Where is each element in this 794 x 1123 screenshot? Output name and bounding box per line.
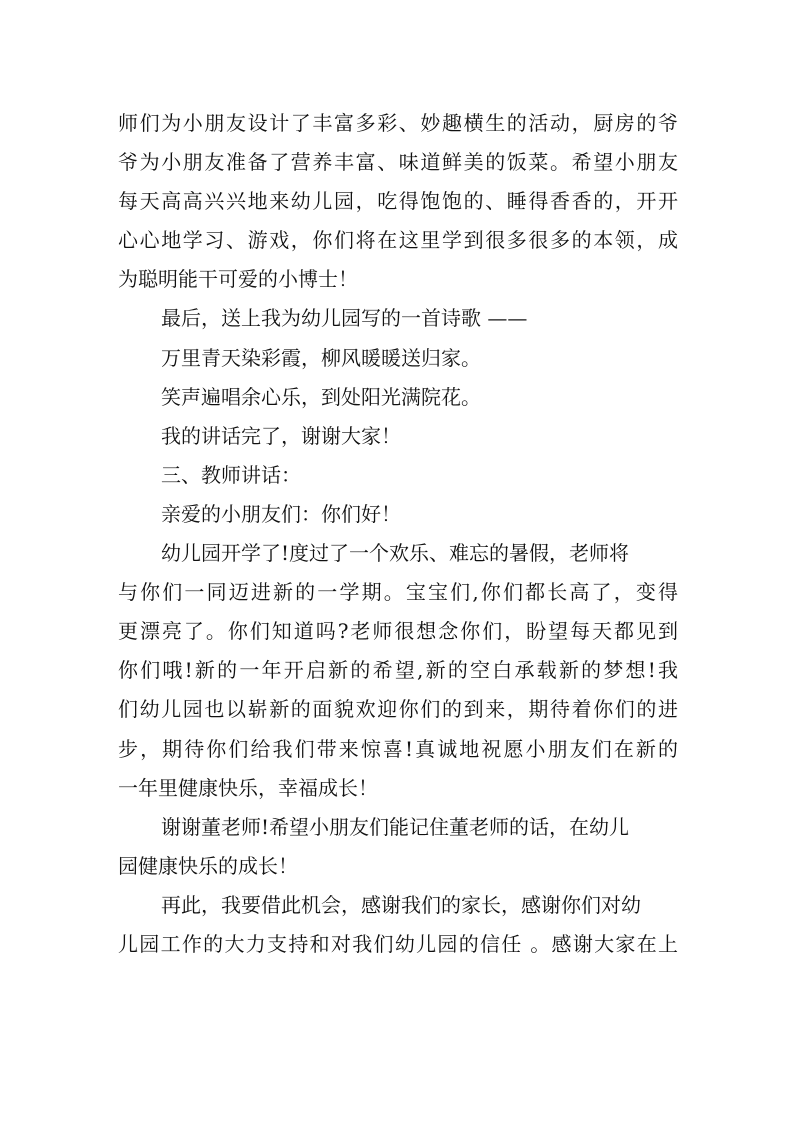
text-line: 为聪明能干可爱的小博士！ xyxy=(118,267,358,292)
text-line: 师们为小朋友设计了丰富多彩、妙趣横生的活动，厨房的爷 xyxy=(118,111,678,135)
text-line: 每天高高兴兴地来幼儿园，吃得饱饱的、睡得香香的，开开 xyxy=(118,189,678,214)
section-heading: 三、教师讲话： xyxy=(161,462,301,487)
text-line: 谢谢董老师!希望小朋友们能记住董老师的话，在幼儿 xyxy=(161,814,630,839)
poem-line: 笑声遍唱余心乐，到处阳光满院花。 xyxy=(161,384,481,409)
text-line: 你们哦!新的一年开启新的希望,新的空白承载新的梦想!我 xyxy=(118,658,678,683)
text-line: 步，期待你们给我们带来惊喜!真诚地祝愿小朋友们在新的 xyxy=(118,736,678,761)
text-line: 我的讲话完了，谢谢大家！ xyxy=(161,423,401,448)
text-line: 园健康快乐的成长！ xyxy=(118,853,298,878)
text-line: 爷为小朋友准备了营养丰富、味道鲜美的饭菜。希望小朋友 xyxy=(118,150,678,175)
text-line: 幼儿园开学了!度过了一个欢乐、难忘的暑假，老师将 xyxy=(161,541,630,566)
text-line: 一年里健康快乐，幸福成长！ xyxy=(118,775,378,800)
text-line: 儿园工作的大力支持和对我们幼儿园的信任 。感谢大家在上 xyxy=(118,931,678,956)
text-line: 们幼儿园也以崭新的面貌欢迎你们的到来，期待着你们的进 xyxy=(118,697,678,722)
text-line: 更漂亮了。你们知道吗?老师很想念你们，盼望每天都见到 xyxy=(118,619,678,644)
text-line: 再此，我要借此机会，感谢我们的家长，感谢你们对幼 xyxy=(161,892,641,917)
text-line: 心心地学习、游戏，你们将在这里学到很多很多的本领，成 xyxy=(118,228,678,253)
text-line: 最后，送上我为幼儿园写的一首诗歌 —— xyxy=(161,306,528,331)
poem-line: 万里青天染彩霞，柳风暖暖送归家。 xyxy=(161,345,481,370)
document-body xyxy=(118,104,678,964)
greeting-line: 亲爱的小朋友们：你们好！ xyxy=(161,501,401,526)
text-line: 与你们一同迈进新的一学期。宝宝们,你们都长高了，变得 xyxy=(118,580,678,605)
